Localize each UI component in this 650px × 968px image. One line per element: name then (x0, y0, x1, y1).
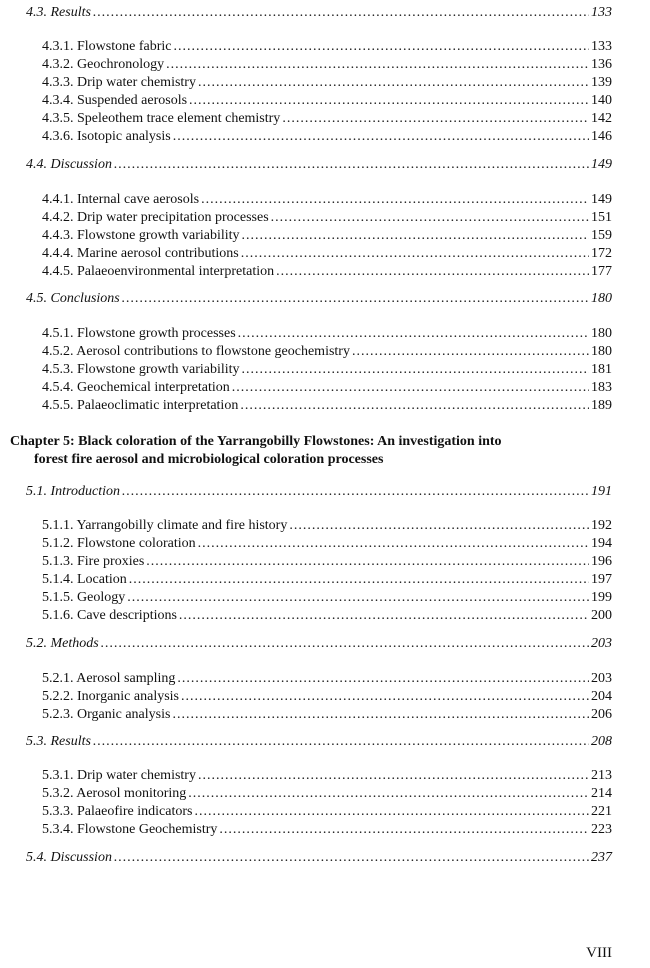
toc-dot-leader (271, 209, 589, 227)
toc-entry-page-number: 136 (591, 57, 612, 72)
toc-dot-leader (289, 517, 589, 535)
toc-dot-leader (172, 706, 589, 724)
toc-entry-page-number: 140 (591, 93, 612, 108)
toc-dot-leader (238, 325, 589, 343)
toc-subsection-entry (42, 92, 612, 110)
toc-dot-leader (166, 56, 589, 74)
toc-dot-leader (181, 688, 589, 706)
toc-entry-page-number: 204 (591, 689, 612, 704)
toc-subsection-entry (42, 209, 612, 227)
toc-dot-leader (240, 397, 589, 415)
toc-entry-page-number: 180 (591, 291, 612, 306)
toc-dot-leader (276, 263, 589, 281)
toc-dot-leader (188, 785, 589, 803)
toc-entry-label: 4.3.1. Flowstone fabric (42, 39, 172, 54)
toc-entry-page-number: 133 (591, 39, 612, 54)
toc-subsection-entry (42, 245, 612, 263)
toc-dot-leader (219, 821, 589, 839)
toc-dot-leader (177, 670, 589, 688)
toc-entry-page-number: 149 (591, 192, 612, 207)
toc-subsection-entry (42, 74, 612, 92)
toc-entry-label: 4.4.1. Internal cave aerosols (42, 192, 200, 207)
toc-entry-page-number: 206 (591, 707, 612, 722)
toc-entry-label: 4.3.2. Geochronology (42, 57, 165, 72)
toc-section-entry (26, 4, 612, 22)
toc-subsection-entry (42, 56, 612, 74)
toc-entry-page-number: 200 (591, 608, 612, 623)
toc-subsection-entry (42, 589, 612, 607)
toc-entry-page-number: 191 (591, 484, 612, 499)
toc-subsection-entry (42, 821, 612, 839)
toc-entry-page-number: 133 (591, 5, 612, 20)
toc-entry-page-number: 181 (591, 362, 612, 377)
toc-subsection-entry (42, 128, 612, 146)
toc-entry-page-number: 189 (591, 398, 612, 413)
toc-dot-leader (242, 227, 589, 245)
toc-entry-page-number: 237 (591, 850, 612, 865)
toc-entry-label: 4.4. Discussion (26, 157, 112, 172)
toc-entry-page-number: 213 (591, 768, 612, 783)
toc-subsection-entry (42, 706, 612, 724)
toc-dot-leader (114, 849, 589, 867)
toc-entry-page-number: 203 (591, 636, 612, 651)
toc-entry-label: 5.1.3. Fire proxies (42, 554, 145, 569)
toc-subsection-entry (42, 110, 612, 128)
toc-entry-page-number: 149 (591, 157, 612, 172)
toc-entry-page-number: 194 (591, 536, 612, 551)
toc-dot-leader (179, 607, 589, 625)
chapter-heading-line-1: Chapter 5: Black coloration of the Yarrangobilly Flowstones: An investigation into (10, 434, 502, 449)
toc-dot-leader (122, 290, 589, 308)
toc-entry-label: 5.3.2. Aerosol monitoring (42, 786, 187, 801)
toc-entry-page-number: 199 (591, 590, 612, 605)
toc-entry-label: 5.3.1. Drip water chemistry (42, 768, 196, 783)
toc-subsection-entry (42, 38, 612, 56)
toc-entry-label: 4.4.5. Palaeoenvironmental interpretation (42, 264, 275, 279)
toc-entry-label: 4.5. Conclusions (26, 291, 120, 306)
toc-entry-page-number: 180 (591, 326, 612, 341)
toc-entry-label: 5.2. Methods (26, 636, 99, 651)
toc-subsection-entry (42, 227, 612, 245)
toc-entry-label: 5.3. Results (26, 734, 91, 749)
toc-section-entry (26, 483, 612, 501)
toc-entry-label: 4.5.5. Palaeoclimatic interpretation (42, 398, 239, 413)
toc-entry-page-number: 221 (591, 804, 612, 819)
toc-subsection-entry (42, 517, 612, 535)
toc-dot-leader (122, 483, 589, 501)
toc-entry-label: 4.3.3. Drip water chemistry (42, 75, 196, 90)
toc-entry-label: 5.1.1. Yarrangobilly climate and fire history (42, 518, 288, 533)
toc-dot-leader (201, 191, 589, 209)
toc-entry-page-number: 180 (591, 344, 612, 359)
toc-entry-label: 4.5.2. Aerosol contributions to flowstone geochemistry (42, 344, 350, 359)
toc-entry-label: 5.1.4. Location (42, 572, 127, 587)
toc-entry-page-number: 203 (591, 671, 612, 686)
toc-section-entry (26, 635, 612, 653)
chapter-heading-line-2: forest fire aerosol and microbiological coloration processes (34, 452, 384, 467)
toc-subsection-entry (42, 553, 612, 571)
toc-entry-page-number: 151 (591, 210, 612, 225)
toc-subsection-entry (42, 397, 612, 415)
toc-entry-page-number: 196 (591, 554, 612, 569)
toc-entry-label: 4.5.4. Geochemical interpretation (42, 380, 230, 395)
toc-entry-label: 4.5.3. Flowstone growth variability (42, 362, 240, 377)
toc-dot-leader (173, 38, 589, 56)
toc-entry-label: 4.4.3. Flowstone growth variability (42, 228, 240, 243)
toc-dot-leader (242, 361, 589, 379)
toc-subsection-entry (42, 191, 612, 209)
toc-dot-leader (194, 803, 589, 821)
toc-dot-leader (129, 571, 589, 589)
toc-entry-label: 4.3.5. Speleothem trace element chemistry (42, 111, 281, 126)
toc-subsection-entry (42, 325, 612, 343)
toc-dot-leader (189, 92, 589, 110)
toc-subsection-entry (42, 767, 612, 785)
toc-entry-label: 5.1.2. Flowstone coloration (42, 536, 196, 551)
toc-subsection-entry (42, 571, 612, 589)
toc-subsection-entry (42, 670, 612, 688)
toc-dot-leader (173, 128, 589, 146)
toc-section-entry (26, 849, 612, 867)
toc-entry-label: 4.3.4. Suspended aerosols (42, 93, 188, 108)
toc-dot-leader (114, 156, 589, 174)
toc-entry-label: 5.4. Discussion (26, 850, 112, 865)
toc-entry-label: 5.3.4. Flowstone Geochemistry (42, 822, 218, 837)
toc-subsection-entry (42, 535, 612, 553)
toc-entry-label: 5.2.2. Inorganic analysis (42, 689, 179, 704)
toc-dot-leader (198, 74, 589, 92)
toc-dot-leader (282, 110, 589, 128)
toc-subsection-entry (42, 688, 612, 706)
toc-entry-label: 4.4.4. Marine aerosol contributions (42, 246, 239, 261)
toc-entry-page-number: 197 (591, 572, 612, 587)
toc-entry-page-number: 214 (591, 786, 612, 801)
toc-entry-page-number: 172 (591, 246, 612, 261)
toc-entry-page-number: 142 (591, 111, 612, 126)
page-number: VIII (586, 945, 612, 961)
toc-entry-label: 4.4.2. Drip water precipitation processes (42, 210, 269, 225)
toc-subsection-entry (42, 803, 612, 821)
toc-dot-leader (93, 4, 589, 22)
toc-entry-label: 4.5.1. Flowstone growth processes (42, 326, 236, 341)
toc-subsection-entry (42, 361, 612, 379)
chapter-heading (10, 433, 612, 469)
toc-dot-leader (101, 635, 589, 653)
toc-dot-leader (232, 379, 589, 397)
toc-entry-label: 5.1. Introduction (26, 484, 120, 499)
toc-entry-page-number: 223 (591, 822, 612, 837)
toc-subsection-entry (42, 263, 612, 281)
toc-subsection-entry (42, 379, 612, 397)
toc-subsection-entry (42, 785, 612, 803)
toc-dot-leader (93, 733, 589, 751)
toc-entry-page-number: 139 (591, 75, 612, 90)
toc-dot-leader (127, 589, 589, 607)
toc-dot-leader (352, 343, 589, 361)
toc-entry-label: 5.1.5. Geology (42, 590, 126, 605)
toc-entry-page-number: 208 (591, 734, 612, 749)
toc-entry-page-number: 183 (591, 380, 612, 395)
toc-subsection-entry (42, 343, 612, 361)
toc-entry-page-number: 177 (591, 264, 612, 279)
toc-subsection-entry (42, 607, 612, 625)
toc-entry-label: 4.3. Results (26, 5, 91, 20)
toc-dot-leader (198, 535, 589, 553)
toc-section-entry (26, 156, 612, 174)
toc-dot-leader (146, 553, 589, 571)
toc-entry-label: 5.2.3. Organic analysis (42, 707, 171, 722)
toc-dot-leader (241, 245, 589, 263)
toc-entry-label: 5.1.6. Cave descriptions (42, 608, 177, 623)
toc-entry-page-number: 159 (591, 228, 612, 243)
toc-entry-page-number: 146 (591, 129, 612, 144)
toc-section-entry (26, 733, 612, 751)
toc-dot-leader (198, 767, 589, 785)
toc-section-entry (26, 290, 612, 308)
toc-entry-page-number: 192 (591, 518, 612, 533)
toc-entry-label: 5.2.1. Aerosol sampling (42, 671, 176, 686)
toc-entry-label: 4.3.6. Isotopic analysis (42, 129, 171, 144)
toc-entry-label: 5.3.3. Palaeofire indicators (42, 804, 193, 819)
